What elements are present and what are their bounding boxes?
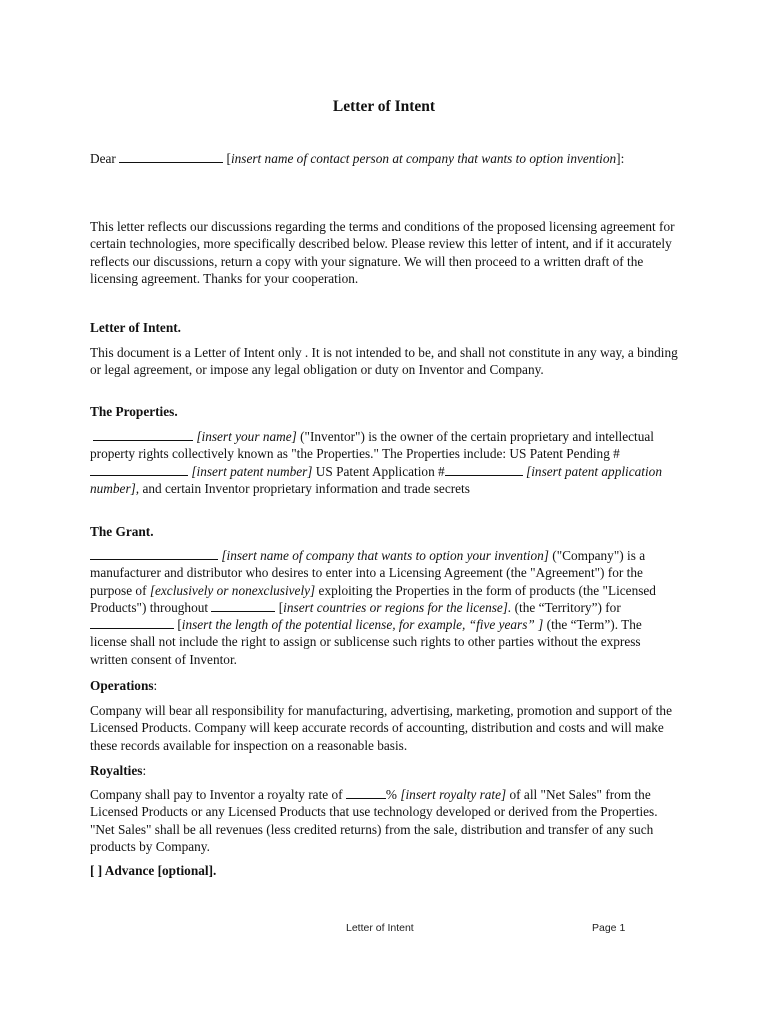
operations-heading: Operations:	[90, 678, 158, 693]
properties-heading: The Properties.	[90, 404, 178, 419]
grant-paragraph: [insert name of company that wants to option your invention] ("Company") is a manufacturer and distributor who desires to enter into a Licensing Agreement (the "Agreement") for the purpose of [exclusively or nonexclusively] exploiting the Properties in the form of products (the "Licensed Products") throughout [insert countries or regions for the license]. (the “Territory”) for [insert the length of the potential license, for example, “five years” ] (the “Term”). The license shall not include the right to assign or sublicense such rights to other parties without the express written consent of Inventor.	[90, 548, 656, 667]
loi-paragraph: This document is a Letter of Intent only . It is not intended to be, and shall not constitute in any way, a binding or legal agreement, or impose any legal obligation or duty on Inventor and Company.	[90, 345, 678, 378]
contact-name-hint: insert name of contact person at company that wants to option invention	[230, 151, 617, 166]
operations-paragraph: Company will bear all responsibility for manufacturing, advertising, marketing, promotion and support of the Licensed Products. Company will keep accurate records of accounting, distribution and costs and will make these records available for inspection on a reasonable basis.	[90, 703, 672, 753]
contact-name-blank	[119, 151, 223, 163]
royalties-paragraph: Company shall pay to Inventor a royalty rate of % [insert royalty rate] of all "Net Sales" from the Licensed Products or any Licensed Products that use technology developed or derived from the Properties. "Net Sales" shall be all revenues (less credited returns) from the sale, distribution and transfer of any such products by Company.	[90, 787, 658, 854]
company-name-blank	[90, 548, 218, 560]
royalty-rate-blank	[346, 787, 386, 799]
loi-heading: Letter of Intent.	[90, 320, 181, 335]
grant-heading: The Grant.	[90, 524, 154, 539]
properties-paragraph: [insert your name] ("Inventor") is the owner of the certain proprietary and intellectual property rights collectively known as "the Properties." The Properties include: US Patent Pending # [insert patent number] US Patent Application # [insert patent application number], and certain Inventor proprietary information and trade secrets	[90, 429, 662, 496]
term-blank	[90, 617, 174, 629]
royalties-heading: Royalties:	[90, 763, 147, 778]
advance-heading: [ ] Advance [optional].	[90, 863, 217, 878]
salutation: Dear [insert name of contact person at company that wants to option invention]:	[90, 151, 625, 166]
intro-paragraph: This letter reflects our discussions regarding the terms and conditions of the proposed licensing agreement for certain technologies, more specifically described below. Please review this letter of intent, and if it accurately reflects our discussions, return a copy with your signature. We will then proceed to a written draft of the licensing agreement. Thanks for your cooperation.	[90, 219, 675, 286]
document-title: Letter of Intent	[332, 98, 436, 115]
footer-title: Letter of Intent	[346, 922, 414, 934]
salutation-dear: Dear	[90, 151, 116, 166]
patent-number-blank	[90, 464, 188, 476]
inventor-name-blank	[93, 429, 193, 441]
territory-blank	[211, 600, 275, 612]
application-number-blank	[445, 464, 523, 476]
page-number: Page 1	[592, 922, 626, 934]
